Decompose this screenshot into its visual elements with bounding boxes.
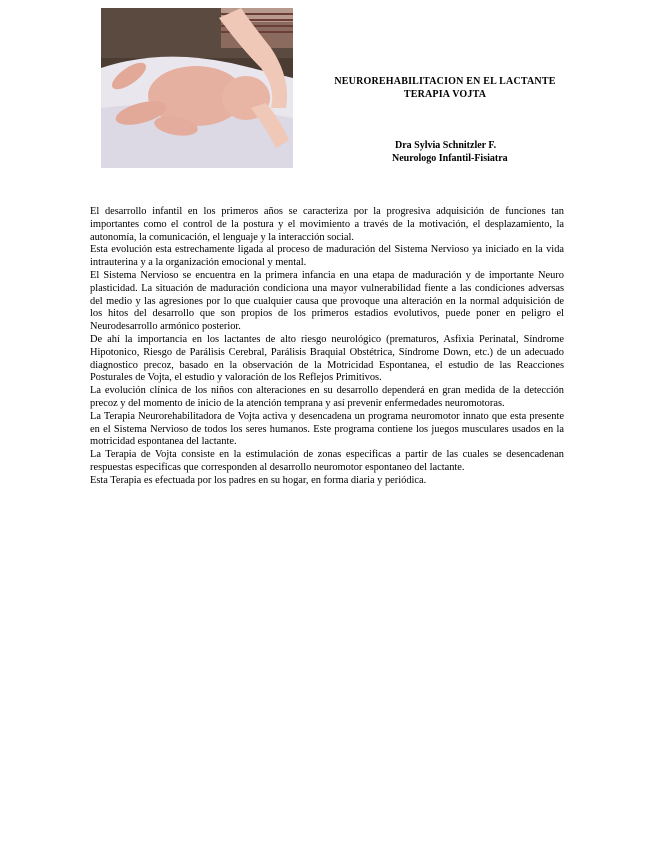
paragraph: El Sistema Nervioso se encuentra en la primera infancia en una etapa de maduración y de importante Neuro plasticidad. La situación de maduración condiciona una mayor vulnerabilidad fiente a las condiciones adversas del medio y las agresiones por lo que cualquier causa que provoque una alteración en la normal adquisición de los hitos del desarrollo que son propios de los primeros estadios evolutivos, puede poner en peligro el Neurodesarrollo armónico posterior. (90, 269, 564, 333)
paragraph: La evolución clínica de los niños con alteraciones en su desarrollo dependerá en gran medida de la detección precoz y del momento de inicio de la atención temprana y así prevenir enfermedades neuromotoras. (90, 385, 564, 409)
paragraph: Esta evolución esta estrechamente ligada al proceso de maduración del Sistema Nervioso ya iniciado en la vida intrauterina y a la organización emocional y mental. (90, 244, 564, 269)
infant-therapy-illustration (101, 8, 293, 168)
paragraph: La Terapia de Vojta consiste en la estimulación de zonas especificas a partir de las cuales se desencadenan respuestas especificas que corresponden al desarrollo neuromotor espontaneo del lactante. (90, 449, 564, 473)
author-name: Dra Sylvia Schnitzler F. (395, 140, 497, 151)
paragraph: El desarrollo infantil en los primeros años se caracteriza por la progresiva adquisición de funciones tan importantes como el control de la postura y el movimiento a través de la motivación, el desplazamiento, la autonomía, la comunicación, el lenguaje y la interacción social. (90, 206, 564, 243)
paragraph: Esta Terapia es efectuada por los padres en su hogar, en forma diaria y periódica. (90, 474, 427, 486)
document-subtitle: TERAPIA VOJTA (403, 89, 487, 100)
paragraph: La Terapia Neurorehabilitadora de Vojta activa y desencadena un programa neuromotor innato que esta presente en el Sistema Nervioso de todos los seres humanos. Este programa contiene los juegos musculares usados en la motricidad espontanea del lactante. (90, 410, 564, 448)
author-role: Neurologo Infantil-Fisiatra (392, 153, 508, 164)
therapy-photo (101, 8, 293, 168)
body-text (90, 206, 564, 488)
document-title: NEUROREHABILITACION EN EL LACTANTE (334, 76, 556, 87)
paragraph: De ahí la importancia en los lactantes de alto riesgo neurológico (prematuros, Asfixia Perinatal, Síndrome Hipotonico, Riesgo de Parálisis Cerebral, Parálisis Braquial Obstétrica, Síndrome Down, etc.) de un adecuado diagnostico precoz, basado en la observación de la Motricidad Espontanea, el estudio de las Reacciones Posturales de Vojta, el estudio y valoración de los Reflejos Primitivos. (90, 333, 564, 384)
